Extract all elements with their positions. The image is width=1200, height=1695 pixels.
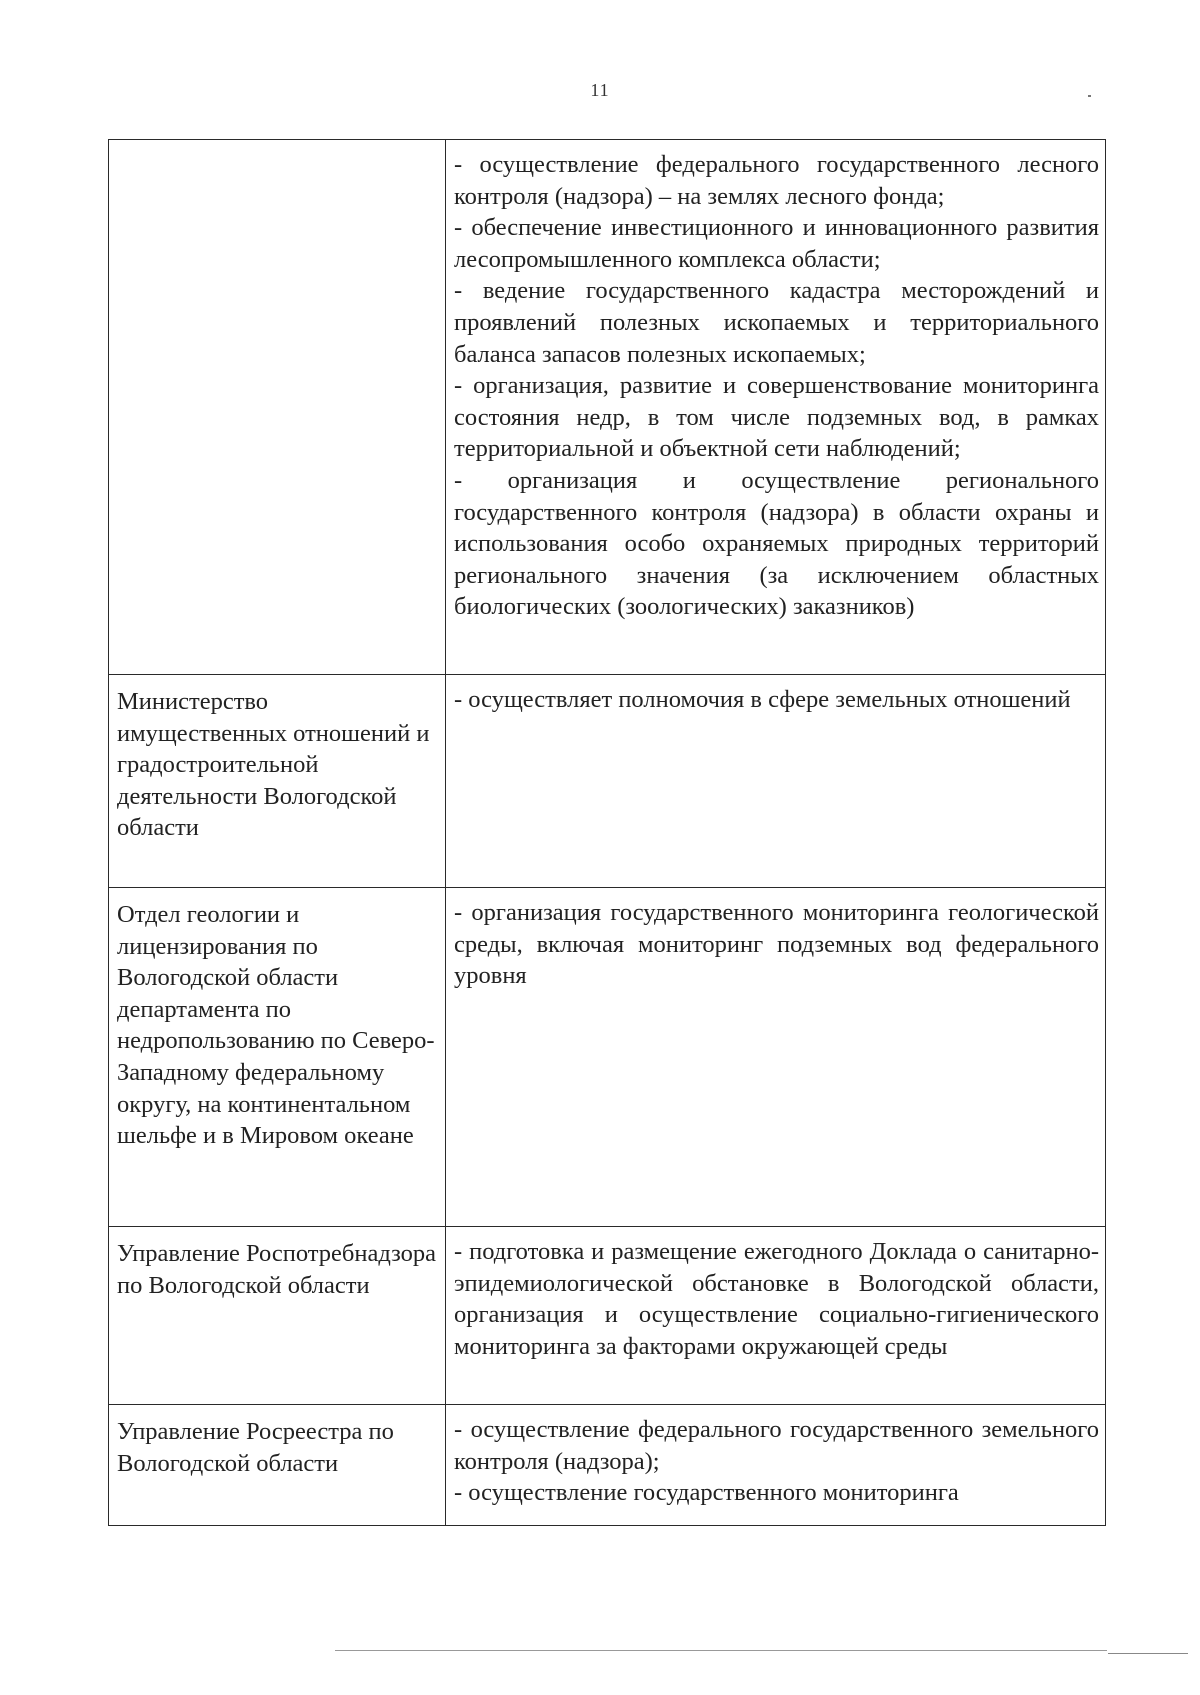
function-item: - организация, развитие и совершенствование мониторинга состояния недр, в том числе подземных вод, в рамках территориальной и объектной сети наблюдений; bbox=[454, 372, 1099, 463]
table-row bbox=[109, 1227, 1106, 1405]
function-item: - осуществление федерального государственного земельного контроля (надзора); bbox=[454, 1416, 1099, 1475]
function-item: - осуществление федерального государственного лесного контроля (надзора) – на землях лесного фонда; bbox=[454, 151, 1099, 210]
functions-cell bbox=[446, 675, 1106, 888]
scan-speck bbox=[1088, 95, 1091, 97]
functions-cell bbox=[446, 1405, 1106, 1526]
functions-text bbox=[454, 1414, 1099, 1509]
org-cell: Министерство имущественных отношений и градостроительной деятельности Вологодской области bbox=[109, 675, 446, 888]
functions-cell bbox=[446, 888, 1106, 1227]
functions-text bbox=[454, 684, 1099, 716]
functions-cell bbox=[446, 140, 1106, 675]
function-item: - осуществление государственного мониторинга bbox=[454, 1479, 959, 1507]
page-footer-rule bbox=[1108, 1653, 1188, 1654]
org-cell: Отдел геологии и лицензирования по Вологодской области департамента по недропользованию по Северо-Западному федеральному округу, на континентальном шельфе и в Мировом океане bbox=[109, 888, 446, 1227]
function-item: - осуществляет полномочия в сфере земельных отношений bbox=[454, 686, 1071, 713]
functions-text bbox=[454, 1236, 1099, 1362]
function-item: - организация государственного мониторинга геологической среды, включая мониторинг подземных вод федерального уровня bbox=[454, 899, 1099, 990]
page-number: 11 bbox=[590, 80, 610, 100]
org-cell bbox=[109, 140, 446, 675]
function-item: - ведение государственного кадастра месторождений и проявлений полезных ископаемых и территориального баланса запасов полезных ископаемых; bbox=[454, 277, 1099, 368]
functions-text bbox=[454, 149, 1099, 623]
function-item: - подготовка и размещение ежегодного Доклада о санитарно-эпидемиологической обстановке в Вологодской области, организация и осуществление социально-гигиенического мониторинга за факторами окружающей среды bbox=[454, 1238, 1099, 1360]
org-cell: Управление Роспотребнадзора по Вологодской области bbox=[109, 1227, 446, 1405]
functions-table bbox=[108, 139, 1106, 1526]
table-row bbox=[109, 675, 1106, 888]
function-item: - организация и осуществление регионального государственного контроля (надзора) в области охраны и использования особо охраняемых природных территорий регионального значения (за исключением областных биологических (зоологических) заказников) bbox=[454, 466, 1099, 621]
table-row bbox=[109, 140, 1106, 675]
org-cell: Управление Росреестра по Вологодской области bbox=[109, 1405, 446, 1526]
table-row bbox=[109, 888, 1106, 1227]
functions-cell bbox=[446, 1227, 1106, 1405]
table-row bbox=[109, 1405, 1106, 1526]
page-footer-rule bbox=[335, 1650, 1107, 1651]
function-item: - обеспечение инвестиционного и инновационного развития лесопромышленного комплекса области; bbox=[454, 214, 1099, 273]
functions-text bbox=[454, 897, 1099, 992]
